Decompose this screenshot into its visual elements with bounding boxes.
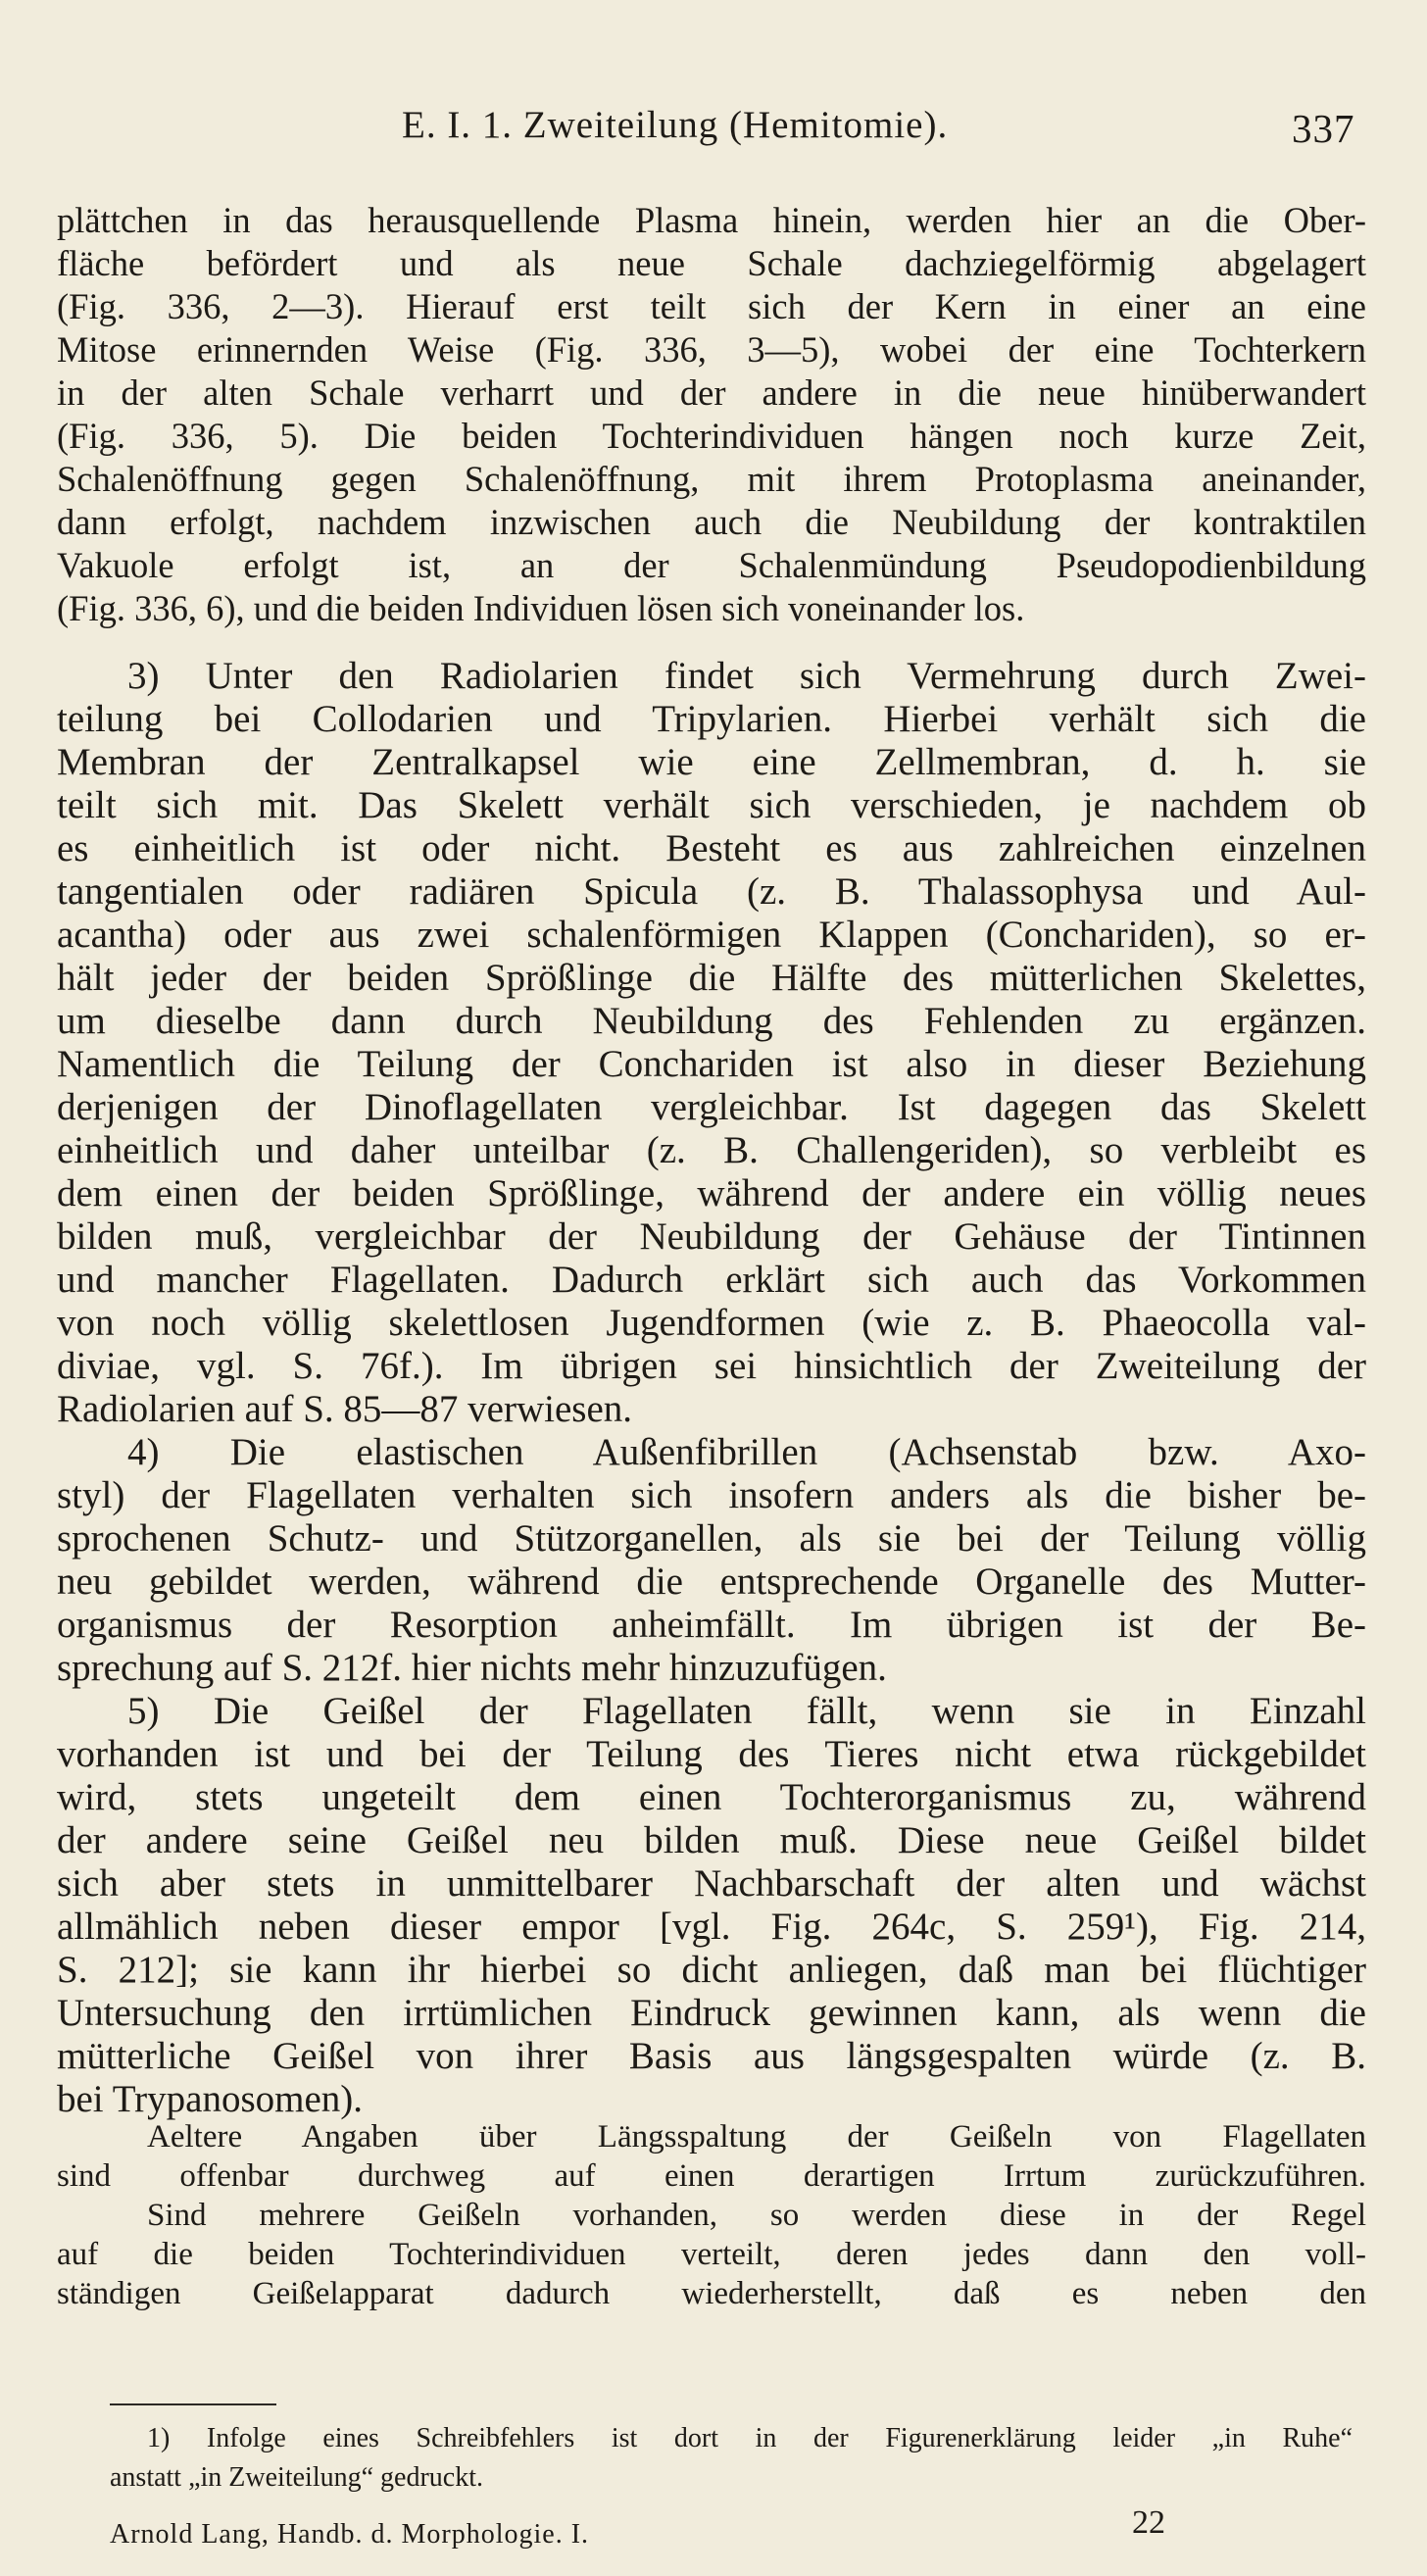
text-line: (Fig. 336, 2—3). Hierauf erst teilt sich der Kern in einer an eine (57, 286, 1366, 326)
footnote-line: 1) Infolge eines Schreibfehlers ist dort in der Figurenerklärung leider „in Ruhe“ (147, 2423, 1353, 2453)
text-line: Untersuchung den irrtümlichen Eindruck gewinnen kann, als wenn die (57, 1992, 1366, 2034)
text-line: Radiolarien auf S. 85—87 verwiesen. (57, 1388, 633, 1430)
section-title: E. I. 1. Zweiteilung (Hemitomie). (402, 104, 949, 146)
page-number: 337 (1292, 106, 1355, 151)
text-line: (Fig. 336, 6), und die beiden Individuen lösen sich voneinander los. (57, 588, 1025, 628)
text-line: tangentialen oder radiären Spicula (z. B. Thalassophysa und Aul- (57, 870, 1366, 913)
text-line: sprechung auf S. 212f. hier nichts mehr hinzuzufügen. (57, 1647, 887, 1689)
text-line: bilden muß, vergleichbar der Neubildung der Gehäuse der Tintinnen (57, 1215, 1366, 1258)
text-line: teilung bei Collodarien und Tripylarien. Hierbei verhält sich die (57, 698, 1366, 740)
text-line: der andere seine Geißel neu bilden muß. Diese neue Geißel bildet (57, 1819, 1366, 1861)
text-line: S. 212]; sie kann ihr hierbei so dicht anliegen, daß man bei flüchtiger (57, 1949, 1366, 1991)
text-line: sind offenbar durchweg auf einen derartigen Irrtum zurückzuführen. (57, 2158, 1366, 2194)
text-line: mütterliche Geißel von ihrer Basis aus längsgespalten würde (z. B. (57, 2035, 1366, 2077)
text-line: neu gebildet werden, während die entsprechende Organelle des Mutter- (57, 1560, 1366, 1603)
text-line: sprochenen Schutz- und Stützorganellen, als sie bei der Teilung völlig (57, 1517, 1366, 1560)
text-line: diviae, vgl. S. 76f.). Im übrigen sei hinsichtlich der Zweiteilung der (57, 1345, 1366, 1387)
text-line: Membran der Zentralkapsel wie eine Zellmembran, d. h. sie (57, 741, 1366, 783)
text-line: sich aber stets in unmittelbarer Nachbarschaft der alten und wächst (57, 1862, 1366, 1905)
text-line: (Fig. 336, 5). Die beiden Tochterindividuen hängen noch kurze Zeit, (57, 416, 1366, 456)
text-line: von noch völlig skelettlosen Jugendformen (wie z. B. Phaeocolla val- (57, 1302, 1366, 1344)
text-line: Schalenöffnung gegen Schalenöffnung, mit ihrem Protoplasma aneinander, (57, 459, 1366, 499)
text-line: Namentlich die Teilung der Conchariden ist also in dieser Beziehung (57, 1043, 1366, 1085)
text-line: 4) Die elastischen Außenfibrillen (Achsenstab bzw. Axo- (127, 1431, 1366, 1473)
text-line: bei Trypanosomen). (57, 2078, 363, 2120)
footnote-line: anstatt „in Zweiteilung“ gedruckt. (110, 2462, 483, 2493)
text-line: fläche befördert und als neue Schale dachziegelförmig abgelagert (57, 243, 1366, 283)
text-line: derjenigen der Dinoflagellaten vergleichbar. Ist dagegen das Skelett (57, 1086, 1366, 1128)
text-line: Mitose erinnernden Weise (Fig. 336, 3—5), wobei der eine Tochterkern (57, 329, 1366, 370)
book-reference: Arnold Lang, Handb. d. Morphologie. I. (110, 2519, 590, 2550)
text-line: 3) Unter den Radiolarien findet sich Vermehrung durch Zwei- (127, 655, 1366, 697)
text-line: organismus der Resorption anheimfällt. Im übrigen ist der Be- (57, 1604, 1366, 1646)
text-line: Sind mehrere Geißeln vorhanden, so werden diese in der Regel (147, 2198, 1366, 2233)
text-line: um dieselbe dann durch Neubildung des Fehlenden zu ergänzen. (57, 1000, 1366, 1042)
text-line: wird, stets ungeteilt dem einen Tochterorganismus zu, während (57, 1776, 1366, 1818)
text-line: 5) Die Geißel der Flagellaten fällt, wenn sie in Einzahl (127, 1690, 1366, 1732)
text-line: in der alten Schale verharrt und der andere in die neue hinüberwandert (57, 372, 1366, 413)
text-line: es einheitlich ist oder nicht. Besteht es aus zahlreichen einzelnen (57, 827, 1366, 869)
text-line: vorhanden ist und bei der Teilung des Tieres nicht etwa rückgebildet (57, 1733, 1366, 1775)
text-line: teilt sich mit. Das Skelett verhält sich verschieden, je nachdem ob (57, 784, 1366, 826)
running-header (0, 103, 1427, 162)
text-line: dem einen der beiden Sprößlinge, während der andere ein völlig neues (57, 1172, 1366, 1214)
text-line: Aeltere Angaben über Längsspaltung der Geißeln von Flagellaten (147, 2119, 1366, 2155)
text-line: ständigen Geißelapparat dadurch wiederherstellt, daß es neben den (57, 2276, 1366, 2311)
signature-mark: 22 (1132, 2504, 1165, 2541)
text-line: dann erfolgt, nachdem inzwischen auch die Neubildung der kontraktilen (57, 502, 1366, 542)
text-line: auf die beiden Tochterindividuen verteilt, deren jedes dann den voll- (57, 2237, 1366, 2272)
text-line: einheitlich und daher unteilbar (z. B. Challengeriden), so verbleibt es (57, 1129, 1366, 1171)
text-line: styl) der Flagellaten verhalten sich insofern anders als die bisher be- (57, 1474, 1366, 1516)
text-line: und mancher Flagellaten. Dadurch erklärt sich auch das Vorkommen (57, 1259, 1366, 1301)
text-line: plättchen in das herausquellende Plasma hinein, werden hier an die Ober- (57, 200, 1366, 240)
text-line: Vakuole erfolgt ist, an der Schalenmündung Pseudopodienbildung (57, 545, 1366, 585)
text-line: hält jeder der beiden Sprößlinge die Hälfte des mütterlichen Skelettes, (57, 957, 1366, 999)
text-line: acantha) oder aus zwei schalenförmigen Klappen (Conchariden), so er- (57, 914, 1366, 956)
footnote-rule (110, 2403, 276, 2405)
text-line: allmählich neben dieser empor [vgl. Fig. 264c, S. 259¹), Fig. 214, (57, 1906, 1366, 1948)
